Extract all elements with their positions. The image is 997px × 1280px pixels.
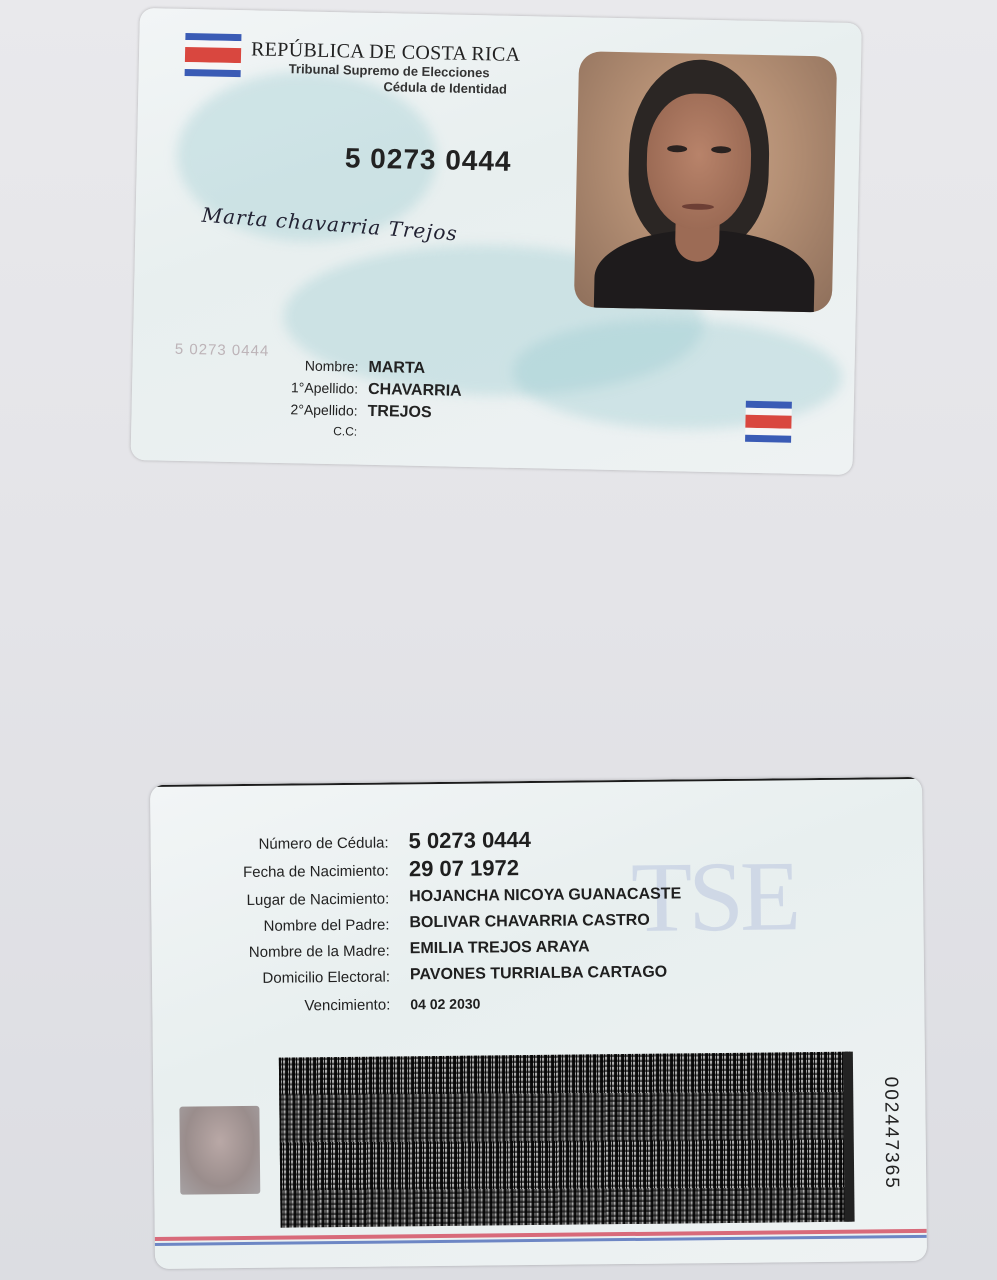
country-title: REPÚBLICA DE COSTA RICA xyxy=(250,38,521,66)
name-label: Nombre: xyxy=(304,357,359,375)
birth-date-value: 29 07 1972 xyxy=(408,855,520,882)
holder-signature: Marta chavarria Trejos xyxy=(200,202,459,246)
father-name-label: Nombre del Padre: xyxy=(263,916,390,935)
serial-number xyxy=(875,1047,907,1227)
expiry-value: 04 02 2030 xyxy=(410,995,481,1013)
authority-name: Tribunal Supremo de Elecciones xyxy=(288,61,490,81)
ghost-id-number: 5 0273 0444 xyxy=(174,340,270,360)
id-number-label: Número de Cédula: xyxy=(258,834,389,853)
id-number-value: 5 0273 0444 xyxy=(408,827,532,854)
holder-photo xyxy=(574,51,837,312)
expiry-label: Vencimiento: xyxy=(304,996,391,1015)
costa-rica-flag-icon xyxy=(745,401,792,436)
id-card-back xyxy=(150,777,927,1269)
mother-name-value: EMILIA TREJOS ARAYA xyxy=(409,938,590,958)
mother-name-label: Nombre de la Madre: xyxy=(248,942,390,961)
id-card-front xyxy=(131,8,862,475)
ghost-photo xyxy=(179,1106,260,1195)
first-surname-value: CHAVARRIA xyxy=(367,380,462,400)
father-name-value: BOLIVAR CHAVARRIA CASTRO xyxy=(409,911,650,932)
birth-place-label: Lugar de Nacimiento: xyxy=(246,890,390,909)
birth-place-value: HOJANCHA NICOYA GUANACASTE xyxy=(409,885,682,906)
cc-label: C.C: xyxy=(333,424,358,439)
name-value: MARTA xyxy=(368,358,426,378)
pdf417-barcode xyxy=(279,1052,853,1228)
id-number: 5 0273 0444 xyxy=(344,142,512,177)
costa-rica-flag-icon xyxy=(185,33,242,70)
second-surname-label: 2°Apellido: xyxy=(290,401,358,419)
map-background xyxy=(511,316,843,433)
birth-date-label: Fecha de Nacimiento: xyxy=(242,862,390,882)
serial-number-text: 002447365 xyxy=(880,1076,903,1190)
document-type: Cédula de Identidad xyxy=(383,79,508,97)
top-edge xyxy=(150,777,922,787)
electoral-address-value: PAVONES TURRIALBA CARTAGO xyxy=(409,963,668,984)
electoral-address-label: Domicilio Electoral: xyxy=(262,968,391,987)
tse-watermark: TSE xyxy=(630,840,798,953)
barcode-edge xyxy=(843,1052,855,1222)
second-surname-value: TREJOS xyxy=(367,402,432,422)
first-surname-label: 1°Apellido: xyxy=(290,379,359,397)
